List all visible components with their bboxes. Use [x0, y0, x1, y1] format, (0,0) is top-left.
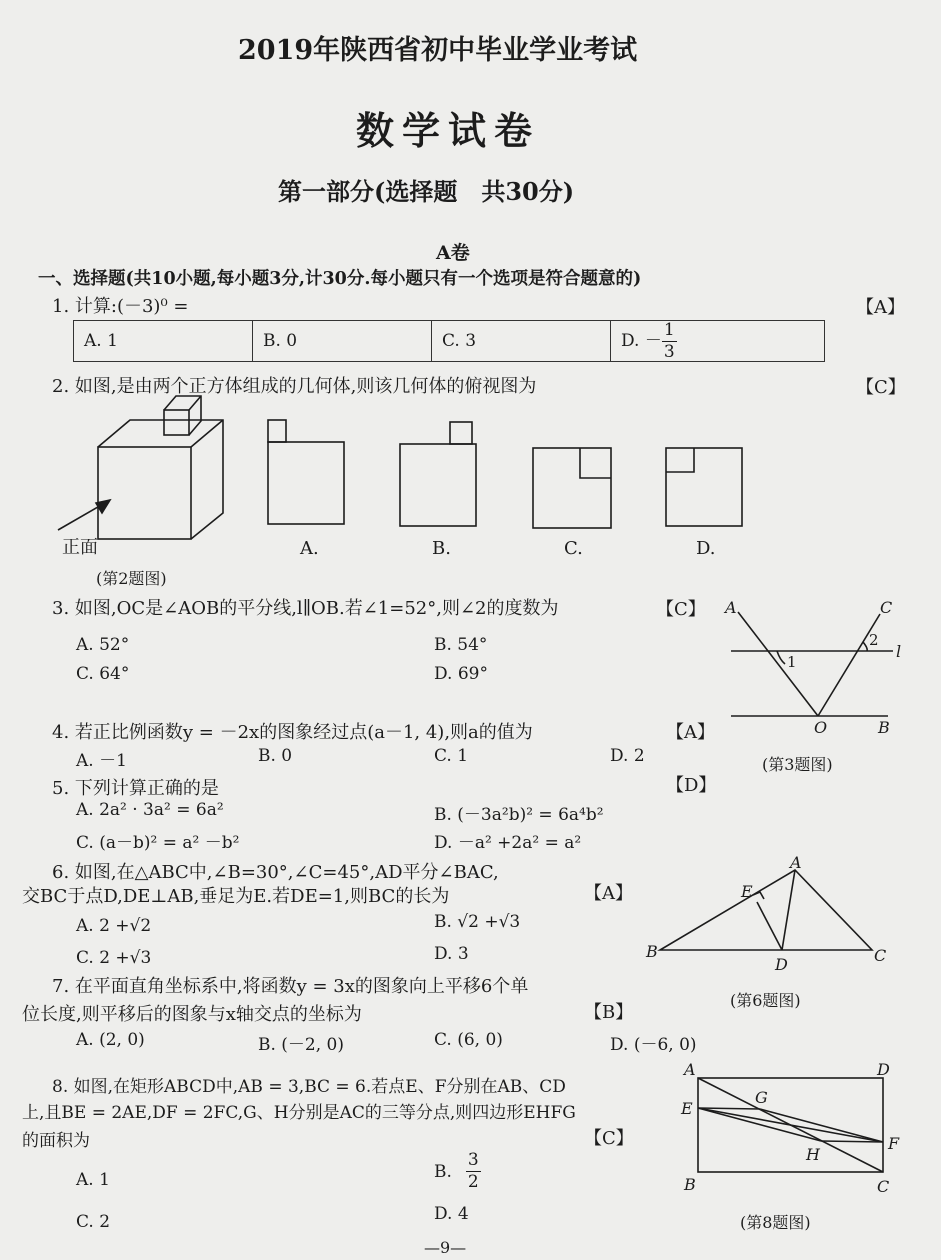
q1-stem: 1. 计算:(－3)⁰ =: [52, 296, 189, 317]
paper-title: 数学试卷: [356, 108, 541, 153]
q2-front-label: 正面: [62, 537, 98, 558]
q2-label-d: D.: [696, 538, 716, 559]
q4-stem: 4. 若正比例函数y = －2x的图象经过点(a－1, 4),则a的值为: [52, 722, 533, 743]
q6-label-e: E: [741, 882, 753, 901]
q8-segment-ef: [698, 1108, 883, 1142]
q1-option-b: B. 0: [253, 321, 432, 362]
q8-option-b-denominator: 2: [467, 1172, 479, 1192]
q6-label-d: D: [775, 955, 788, 974]
q6-option-d: D. 3: [434, 944, 469, 964]
q2-label-a: A.: [300, 538, 319, 559]
q8-label-a: A: [684, 1060, 696, 1079]
q7-option-c: C. (6, 0): [434, 1030, 503, 1050]
q8-label-d: D: [877, 1060, 890, 1079]
q8-label-h: H: [806, 1145, 820, 1164]
q8-label-f: F: [888, 1134, 900, 1153]
q6-label-a: A: [790, 853, 802, 872]
exam-title: 2019年陕西省初中毕业学业考试: [238, 35, 638, 66]
q5-option-d: D. －a² +2a² = a²: [434, 833, 582, 853]
page-number: —9—: [424, 1238, 467, 1257]
q6-option-c: C. 2 +√3: [76, 948, 152, 968]
q5-option-a: A. 2a² · 3a² = 6a²: [76, 800, 224, 820]
q8-option-d: D. 4: [434, 1204, 469, 1224]
q8-answer: 【C】: [584, 1128, 634, 1149]
q8-segment-gf: [760, 1109, 883, 1142]
q6-stem-line1: 6. 如图,在△ABC中,∠B=30°,∠C=45°,AD平分∠BAC,: [52, 862, 499, 883]
q8-stem-line1: 8. 如图,在矩形ABCD中,AB = 3,BC = 6.若点E、F分别在AB、CD: [52, 1077, 566, 1097]
q7-option-a: A. (2, 0): [76, 1030, 145, 1050]
q1-option-c: C. 3: [432, 321, 611, 362]
q2-answer: 【C】: [856, 377, 906, 398]
q3-label-a: A: [725, 598, 737, 617]
q8-segment-hf: [821, 1141, 883, 1142]
q8-stem-line2: 上,且BE = 2AE,DF = 2FC,G、H分别是AC的三等分点,则四边形EHFG: [22, 1103, 576, 1123]
q1-option-a: A. 1: [74, 321, 253, 362]
q3-label-o: O: [814, 718, 828, 737]
q7-stem-line2: 位长度,则平移后的图象与x轴交点的坐标为: [22, 1004, 362, 1025]
q1-option-d-numerator: 1: [663, 319, 675, 340]
q2-label-b: B.: [432, 538, 451, 559]
q8-label-e: E: [681, 1099, 693, 1118]
q2-stem: 2. 如图,是由两个正方体组成的几何体,则该几何体的俯视图为: [52, 376, 537, 397]
q3-stem: 3. 如图,OC是∠AOB的平分线,l∥OB.若∠1=52°,则∠2的度数为: [52, 598, 559, 619]
q8-option-b-numerator: 3: [467, 1150, 479, 1170]
q5-option-c: C. (a－b)² = a² －b²: [76, 833, 240, 853]
section-title: 一、选择题(共10小题,每小题3分,计30分.每小题只有一个选项是符合题意的): [38, 269, 642, 289]
q1-option-d-prefix: D. －: [621, 330, 662, 351]
q6-label-b: B: [646, 942, 658, 961]
q5-stem: 5. 下列计算正确的是: [52, 778, 219, 799]
q6-option-a: A. 2 +√2: [76, 916, 152, 936]
q6-option-b: B. √2 +√3: [434, 912, 521, 932]
q8-option-a: A. 1: [76, 1170, 110, 1190]
q8-label-g: G: [755, 1088, 768, 1107]
q4-option-c: C. 1: [434, 746, 469, 766]
q7-option-d: D. (－6, 0): [610, 1035, 697, 1055]
q3-option-b: B. 54°: [434, 635, 488, 655]
q3-label-l: l: [896, 642, 902, 661]
q8-caption: (第8题图): [740, 1213, 811, 1232]
q7-stem-line1: 7. 在平面直角坐标系中,将函数y = 3x的图象向上平移6个单: [52, 976, 529, 997]
q1-answer: 【A】: [856, 297, 905, 318]
q8-stem-line3: 的面积为: [22, 1131, 90, 1151]
q3-label-b: B: [878, 718, 890, 737]
q3-label-c: C: [880, 598, 893, 617]
q7-option-b: B. (－2, 0): [258, 1035, 345, 1055]
q6-caption: (第6题图): [730, 991, 801, 1010]
q8-label-c: C: [877, 1177, 890, 1196]
q3-option-d: D. 69°: [434, 664, 488, 684]
q6-stem-line2: 交BC于点D,DE⊥AB,垂足为E.若DE=1,则BC的长为: [22, 886, 450, 907]
q6-answer: 【A】: [584, 883, 633, 904]
q1-option-d-denominator: 3: [663, 341, 675, 362]
q4-option-d: D. 2: [610, 746, 645, 766]
q4-option-b: B. 0: [258, 746, 293, 766]
volume-label: A卷: [436, 242, 470, 264]
q8-segment-eh: [698, 1108, 821, 1141]
q8-option-b-prefix: B.: [434, 1161, 452, 1182]
q3-answer: 【C】: [656, 599, 706, 620]
q3-option-a: A. 52°: [76, 635, 130, 655]
q3-label-angle2: 2: [869, 631, 879, 649]
q5-answer: 【D】: [666, 775, 717, 796]
q2-caption: (第2题图): [96, 569, 167, 588]
q5-option-b: B. (－3a²b)² = 6a⁴b²: [434, 805, 604, 825]
q4-answer: 【A】: [666, 722, 715, 743]
q2-label-c: C.: [564, 538, 583, 559]
q8-option-c: C. 2: [76, 1212, 111, 1232]
q4-option-a: A. －1: [76, 751, 127, 771]
q7-answer: 【B】: [584, 1002, 634, 1023]
part-title: 第一部分(选择题 共30分): [278, 177, 575, 206]
q3-option-c: C. 64°: [76, 664, 130, 684]
q3-label-angle1: 1: [787, 653, 797, 671]
q6-label-c: C: [874, 946, 887, 965]
q3-caption: (第3题图): [762, 755, 833, 774]
q8-label-b: B: [684, 1175, 696, 1194]
q8-segment-eg: [698, 1108, 760, 1109]
